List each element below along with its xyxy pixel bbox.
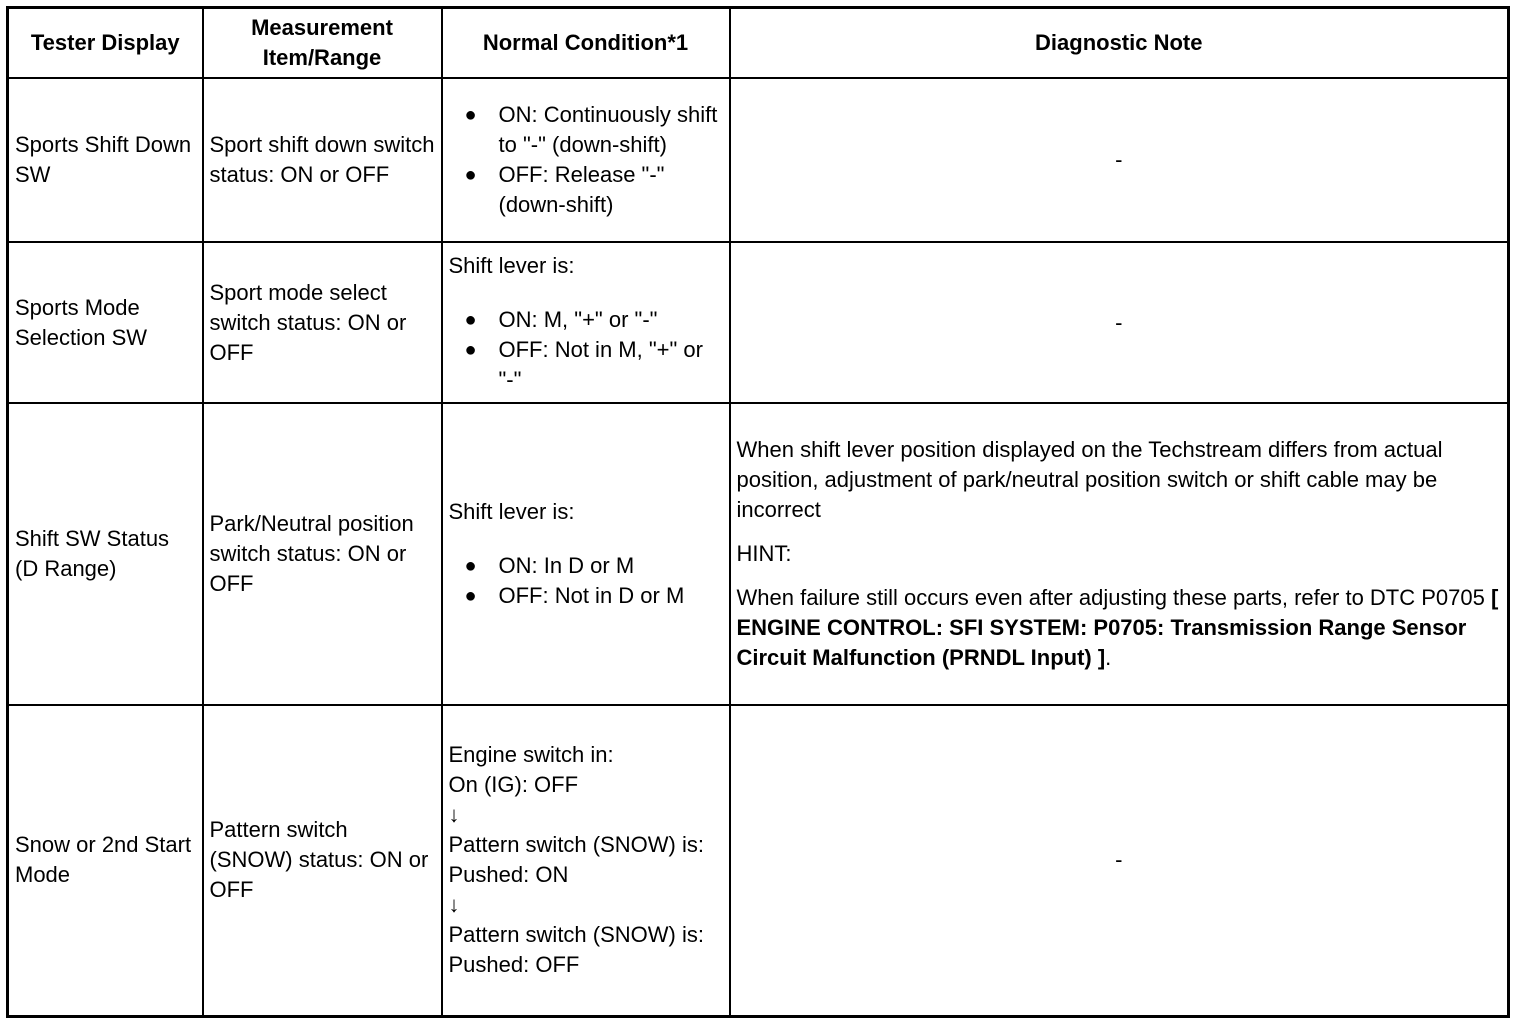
normal-condition-cell [442, 705, 730, 1016]
note-text: When failure still occurs even after adjusting these parts, refer to DTC P0705 [736, 585, 1491, 610]
condition-item: ● OFF: Not in D or M [449, 581, 723, 611]
condition-intro: Shift lever is: [448, 499, 575, 524]
header-diagnostic-note: Diagnostic Note [730, 8, 1509, 79]
note-paragraph [737, 583, 1502, 673]
table-row [8, 242, 1509, 403]
condition-line: Pushed: ON [448, 862, 569, 888]
condition-item: ● OFF: Release "-" (down-shift) [449, 160, 723, 220]
condition-line: Engine switch in: [448, 742, 614, 768]
condition-list [449, 305, 723, 395]
normal-condition-cell [442, 78, 730, 242]
measurement-cell: Park/Neutral position switch status: ON or OFF [203, 403, 442, 705]
diagnostic-note-cell: - [730, 705, 1509, 1016]
header-normal-condition: Normal Condition*1 [442, 8, 730, 79]
condition-item: ● ON: M, "+" or "-" [449, 305, 723, 335]
condition-item: ● ON: Continuously shift to "-" (down-shift) [449, 100, 723, 160]
condition-intro: Shift lever is: [448, 252, 575, 278]
tester-display-cell: Sports Mode Selection SW [8, 242, 203, 403]
condition-line: Pattern switch (SNOW) is: [448, 922, 704, 948]
diagnostic-note-cell [730, 403, 1509, 705]
dtc-reference-link[interactable]: [ ENGINE CONTROL: SFI SYSTEM: P0705: Transmission Range Sensor Circuit Malfunction (PRNDL Input) ] [736, 585, 1499, 670]
tester-display-cell: Snow or 2nd Start Mode [8, 705, 203, 1016]
tester-display-cell: Shift SW Status (D Range) [8, 403, 203, 705]
header-measurement: Measurement Item/Range [203, 8, 442, 79]
header-row [8, 8, 1509, 79]
condition-item: ● ON: In D or M [449, 551, 723, 581]
diagnostic-data-table [6, 6, 1510, 1018]
note-paragraph: When shift lever position displayed on the Techstream differs from actual position, adjustment of park/neutral position switch or shift cable may be incorrect [736, 437, 1443, 522]
diagnostic-note-cell: - [730, 242, 1509, 403]
normal-condition-cell [442, 403, 730, 705]
note-text-end: . [1105, 645, 1112, 670]
condition-item: ● OFF: Not in M, "+" or "-" [449, 335, 723, 395]
diagnostic-note-cell: - [730, 78, 1509, 242]
down-arrow-icon: ↓ [448, 892, 460, 918]
measurement-cell: Pattern switch (SNOW) status: ON or OFF [203, 705, 442, 1016]
condition-line: Pushed: OFF [448, 952, 580, 978]
condition-list [449, 551, 723, 611]
table-row [8, 78, 1509, 242]
tester-display-cell: Sports Shift Down SW [8, 78, 203, 242]
condition-line: On (IG): OFF [448, 772, 579, 798]
condition-list [449, 100, 723, 220]
condition-line: Pattern switch (SNOW) is: [448, 832, 704, 858]
note-hint-label: HINT: [736, 541, 792, 566]
table-row [8, 403, 1509, 705]
down-arrow-icon: ↓ [448, 802, 460, 828]
measurement-cell: Sport shift down switch status: ON or OFF [203, 78, 442, 242]
header-tester-display: Tester Display [8, 8, 203, 79]
measurement-cell: Sport mode select switch status: ON or OFF [203, 242, 442, 403]
table-row [8, 705, 1509, 1016]
normal-condition-cell [442, 242, 730, 403]
